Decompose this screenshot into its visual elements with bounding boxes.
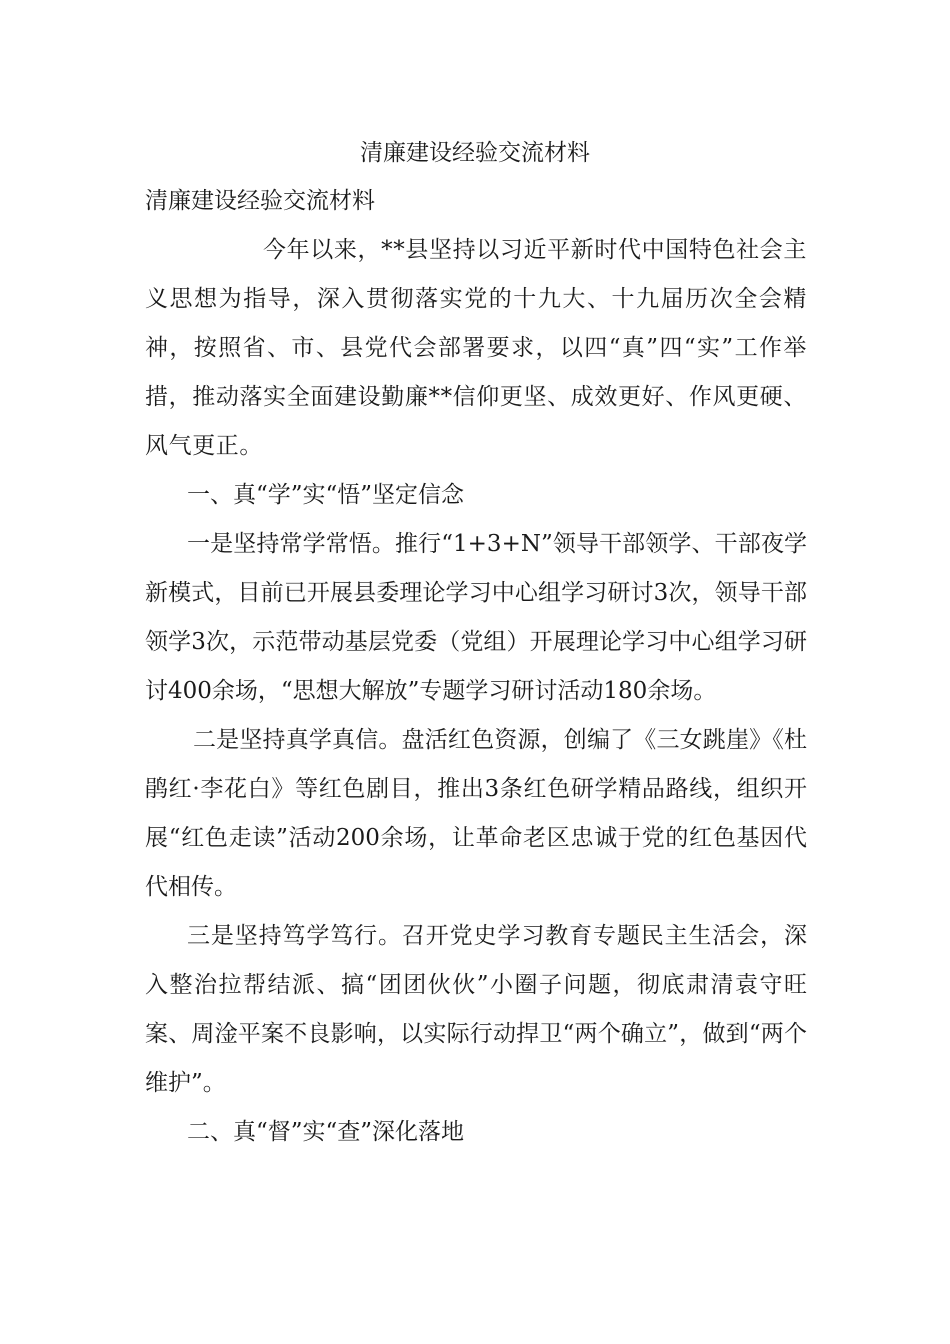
document-subtitle: 清廉建设经验交流材料 [145, 188, 375, 214]
intro-paragraph: 今年以来，**县坚持以习近平新时代中国特色社会主义思想为指导，深入贯彻落实党的十九大、十九届历次全会精神，按照省、市、县党代会部署要求，以四“真”四“实”工作举措，推动落实全面建设勤廉**信仰更坚、成效更好、作风更硬、风气更正。 [145, 237, 807, 459]
section-heading-2: 二、真“督”实“查”深化落地 [187, 1119, 465, 1145]
body-paragraph-1: 一是坚持常学常悟。推行“1+3+N”领导干部领学、干部夜学新模式，目前已开展县委理论学习中心组学习研讨3次，领导干部领学3次，示范带动基层党委（党组）开展理论学习中心组学习研讨400余场，“思想大解放”专题学习研讨活动180余场。 [145, 531, 807, 704]
body-paragraph-2: 二是坚持真学真信。盘活红色资源，创编了《三女跳崖》《杜鹃红·李花白》等红色剧目，推出3条红色研学精品路线，组织开展“红色走读”活动200余场，让革命老区忠诚于党的红色基因代代相传。 [145, 727, 807, 900]
document-title: 清廉建设经验交流材料 [360, 140, 590, 166]
document-body [145, 226, 807, 1157]
section-heading-1: 一、真“学”实“悟”坚定信念 [187, 482, 465, 508]
body-paragraph-3: 三是坚持笃学笃行。召开党史学习教育专题民主生活会，深入整治拉帮结派、搞“团团伙伙”小圈子问题，彻底肃清袁守旺案、周淦平案不良影响，以实际行动捍卫“两个确立”，做到“两个维护”。 [145, 923, 807, 1096]
